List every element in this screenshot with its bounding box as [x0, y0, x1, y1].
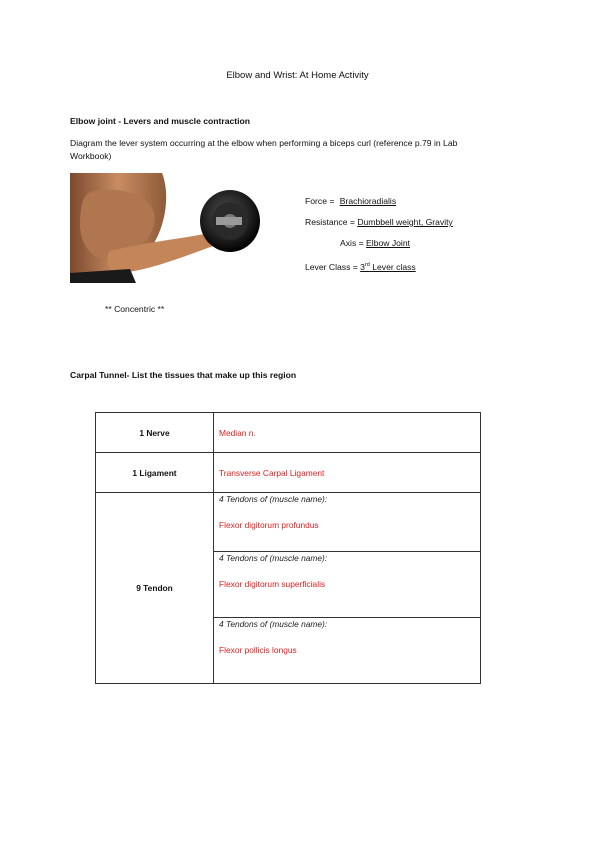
- tendon-answer-3: Flexor pollicis longus: [219, 645, 297, 655]
- row-label-tendon: 9 Tendon: [96, 493, 214, 684]
- lever-class-line: [305, 259, 416, 274]
- table-row-nerve: [96, 413, 481, 453]
- table-row-ligament: [96, 453, 481, 493]
- tendon-answer-1: Flexor digitorum profundus: [219, 520, 319, 530]
- force-label: Force =: [305, 196, 335, 206]
- lever-class-value: [360, 262, 416, 272]
- tendon-cell-2: [214, 552, 481, 618]
- tendon-answer-2: Flexor digitorum superficialis: [219, 579, 326, 589]
- elbow-instructions-line-2: Workbook): [70, 151, 112, 161]
- resistance-line: [305, 216, 453, 229]
- resistance-value: Dumbbell weight, Gravity: [357, 217, 453, 227]
- axis-value: Elbow Joint: [366, 238, 410, 248]
- force-value: Brachioradialis: [339, 196, 397, 206]
- carpal-heading: Carpal Tunnel- List the tissues that make up this region: [70, 370, 297, 380]
- document-title: Elbow and Wrist: At Home Activity: [226, 70, 369, 81]
- biceps-curl-illustration: [70, 173, 264, 283]
- axis-line: [340, 237, 410, 250]
- carpal-tunnel-table: [95, 412, 481, 684]
- row-value-ligament: Transverse Carpal Ligament: [214, 453, 481, 493]
- tendon-prompt-2: 4 Tendons of (muscle name):: [219, 553, 328, 563]
- tendon-prompt-1: 4 Tendons of (muscle name):: [219, 494, 328, 504]
- contraction-note: ** Concentric **: [105, 304, 165, 314]
- row-label-nerve: 1 Nerve: [96, 413, 214, 453]
- elbow-instructions-line-1: Diagram the lever system occurring at the elbow when performing a biceps curl (reference p.79 in Lab: [70, 138, 458, 148]
- tendon-prompt-3: 4 Tendons of (muscle name):: [219, 619, 328, 629]
- table-row-tendon-1: [96, 493, 481, 552]
- tendon-cell-3: [214, 618, 481, 684]
- row-value-nerve: Median n.: [214, 413, 481, 453]
- force-line: [305, 195, 396, 208]
- row-label-ligament: 1 Ligament: [96, 453, 214, 493]
- lever-class-text: Lever class: [372, 261, 416, 272]
- resistance-label: Resistance =: [305, 217, 355, 227]
- axis-label: Axis =: [340, 238, 364, 248]
- lever-class-label: Lever Class =: [305, 261, 358, 272]
- biceps-curl-photo: [70, 173, 264, 283]
- elbow-heading: Elbow joint - Levers and muscle contraction: [70, 116, 251, 126]
- lever-class-number: 3: [360, 261, 365, 272]
- tendon-cell-1: [214, 493, 481, 552]
- lever-class-ordinal: rd: [364, 262, 370, 268]
